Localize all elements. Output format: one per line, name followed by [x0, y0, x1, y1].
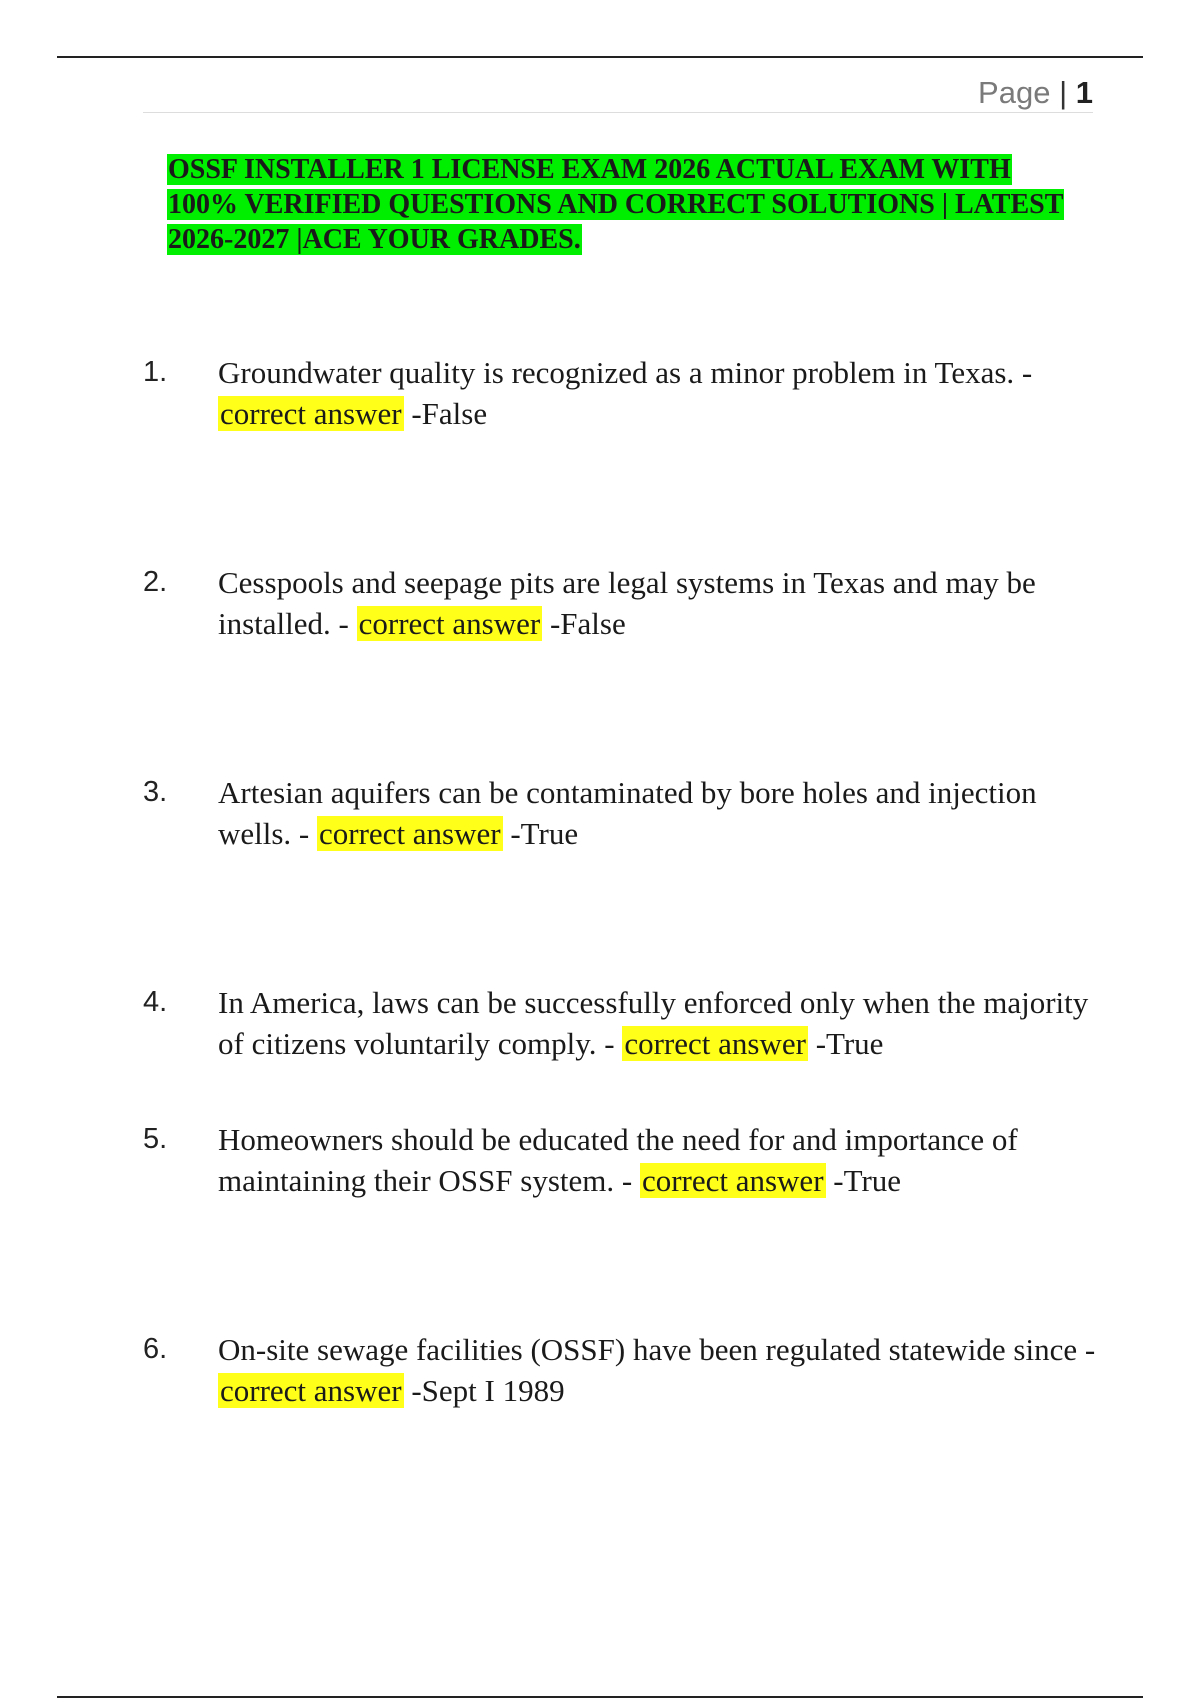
question-4: [143, 982, 1103, 1064]
title-line: 100% VERIFIED QUESTIONS AND CORRECT SOLUTIONS | LATEST: [168, 189, 1064, 220]
question-number: 5.: [143, 1123, 168, 1155]
question-5: [143, 1119, 1103, 1201]
answer-marker: correct answer: [319, 816, 501, 851]
question-number: 1.: [143, 356, 168, 388]
question-text: On-site sewage facilities (OSSF) have been regulated statewide since -: [218, 1332, 1096, 1367]
page-label: Page: [978, 75, 1051, 110]
answer-value: -True: [510, 816, 579, 851]
question-6: [143, 1329, 1103, 1411]
question-body: [218, 1119, 1103, 1201]
answer-value: -False: [411, 396, 488, 431]
question-text: Artesian aquifers can be contaminated by bore holes and injection wells. -: [218, 775, 1037, 851]
question-text: Cesspools and seepage pits are legal systems in Texas and may be installed. -: [218, 565, 1036, 641]
title-line: 2026-2027 |ACE YOUR GRADES.: [168, 224, 581, 255]
answer-value: -True: [815, 1026, 884, 1061]
page-number: 1: [1075, 75, 1093, 110]
question-1: [143, 352, 1103, 434]
answer-marker: correct answer: [624, 1026, 806, 1061]
question-text: Groundwater quality is recognized as a minor problem in Texas. -: [218, 355, 1033, 390]
top-rule: [57, 56, 1143, 58]
answer-marker: correct answer: [220, 1373, 402, 1408]
question-number: 2.: [143, 566, 168, 598]
page-header: [143, 68, 1093, 113]
question-body: [218, 1329, 1103, 1411]
title-line: OSSF INSTALLER 1 LICENSE EXAM 2026 ACTUAL EXAM WITH: [168, 154, 1011, 185]
question-3: [143, 772, 1103, 854]
page-separator: |: [1059, 75, 1068, 110]
question-body: [218, 352, 1103, 434]
question-text: Homeowners should be educated the need for and importance of maintaining their OSSF system. -: [218, 1122, 1018, 1198]
question-number: 6.: [143, 1333, 168, 1365]
answer-marker: correct answer: [220, 396, 402, 431]
answer-marker: correct answer: [641, 1163, 824, 1198]
bottom-rule: [57, 1696, 1143, 1698]
question-number: 3.: [143, 776, 168, 808]
answer-value: -True: [833, 1163, 902, 1198]
question-body: [218, 562, 1103, 644]
question-body: [218, 772, 1103, 854]
question-2: [143, 562, 1103, 644]
answer-marker: correct answer: [358, 606, 541, 641]
question-number: 4.: [143, 986, 168, 1018]
answer-value: -Sept I 1989: [411, 1373, 565, 1408]
document-title: [167, 152, 1087, 257]
answer-value: -False: [549, 606, 626, 641]
question-text: In America, laws can be successfully enforced only when the majority of citizens voluntarily comply. -: [218, 985, 1089, 1061]
question-body: [218, 982, 1103, 1064]
